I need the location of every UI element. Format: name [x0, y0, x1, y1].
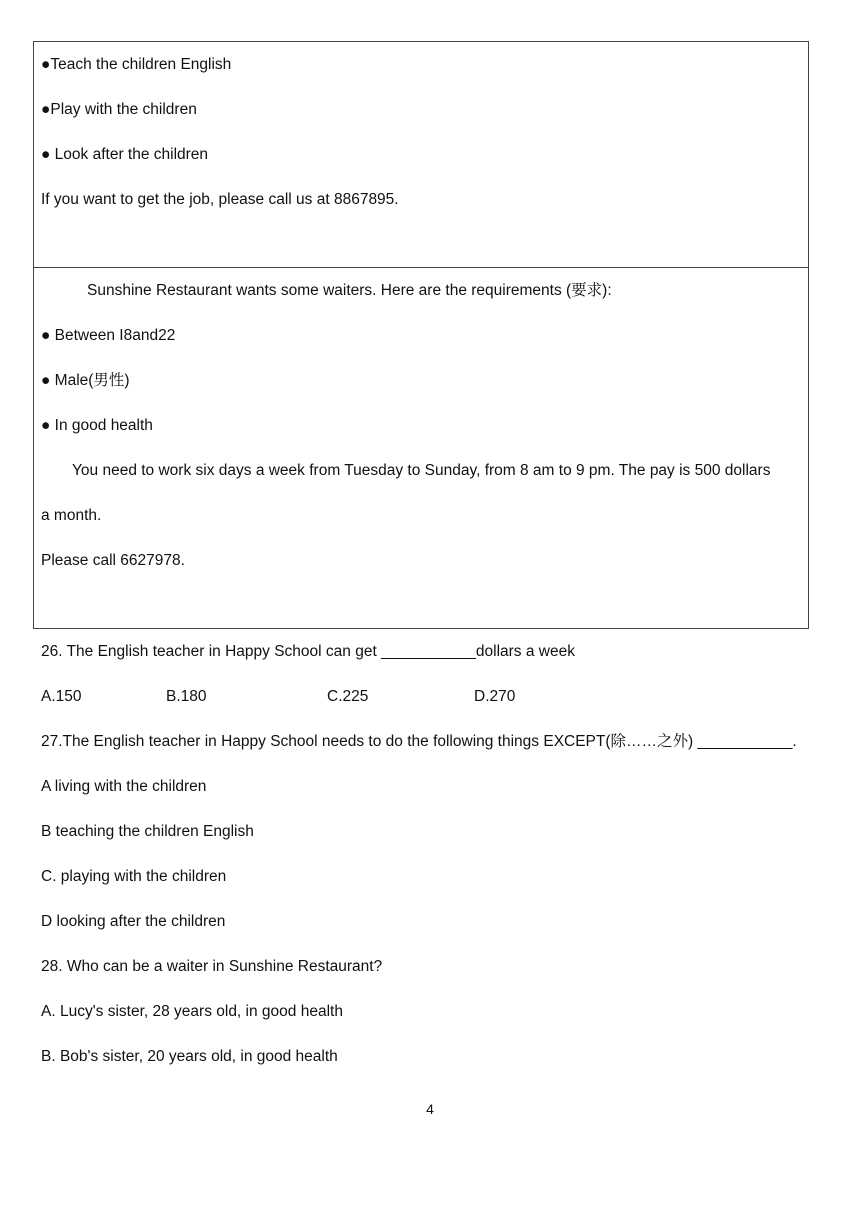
ad-box-sunshine-restaurant [33, 267, 809, 629]
ad2-item-health: ● In good health [41, 417, 153, 434]
question-28-option-b: B. Bob's sister, 20 years old, in good health [41, 1048, 338, 1065]
ad2-intro: Sunshine Restaurant wants some waiters. Here are the requirements (要求): [87, 282, 612, 299]
ad1-contact: If you want to get the job, please call us at 8867895. [41, 191, 399, 208]
question-26-option-a: A.150 [41, 688, 82, 705]
question-28-stem: 28. Who can be a waiter in Sunshine Restaurant? [41, 958, 383, 975]
ad1-item-look-after: ● Look after the children [41, 146, 209, 163]
question-27-option-b: B teaching the children English [41, 823, 254, 840]
ad2-item-age: ● Between I8and22 [41, 327, 176, 344]
ad2-work-line-1: You need to work six days a week from Tuesday to Sunday, from 8 am to 9 pm. The pay is 500 dollars [72, 462, 771, 479]
page-number: 4 [426, 1101, 434, 1117]
question-28-option-a: A. Lucy's sister, 28 years old, in good health [41, 1003, 343, 1020]
ad-box-happy-school [33, 41, 809, 268]
ad2-contact: Please call 6627978. [41, 552, 185, 569]
ad2-work-line-2: a month. [41, 507, 102, 524]
question-26-option-c: C.225 [327, 688, 369, 705]
ad1-item-teach: ●Teach the children English [41, 56, 232, 73]
question-27-option-c: C. playing with the children [41, 868, 227, 885]
question-26-option-b: B.180 [166, 688, 207, 705]
question-27-stem: 27.The English teacher in Happy School needs to do the following things EXCEPT(除……之外) ___________. [41, 733, 797, 750]
question-27-option-a: A living with the children [41, 778, 207, 795]
question-26-option-d: D.270 [474, 688, 516, 705]
question-27-option-d: D looking after the children [41, 913, 226, 930]
ad2-item-male: ● Male(男性) [41, 372, 130, 389]
question-26-stem: 26. The English teacher in Happy School can get ___________dollars a week [41, 643, 575, 660]
ad1-item-play: ●Play with the children [41, 101, 197, 118]
